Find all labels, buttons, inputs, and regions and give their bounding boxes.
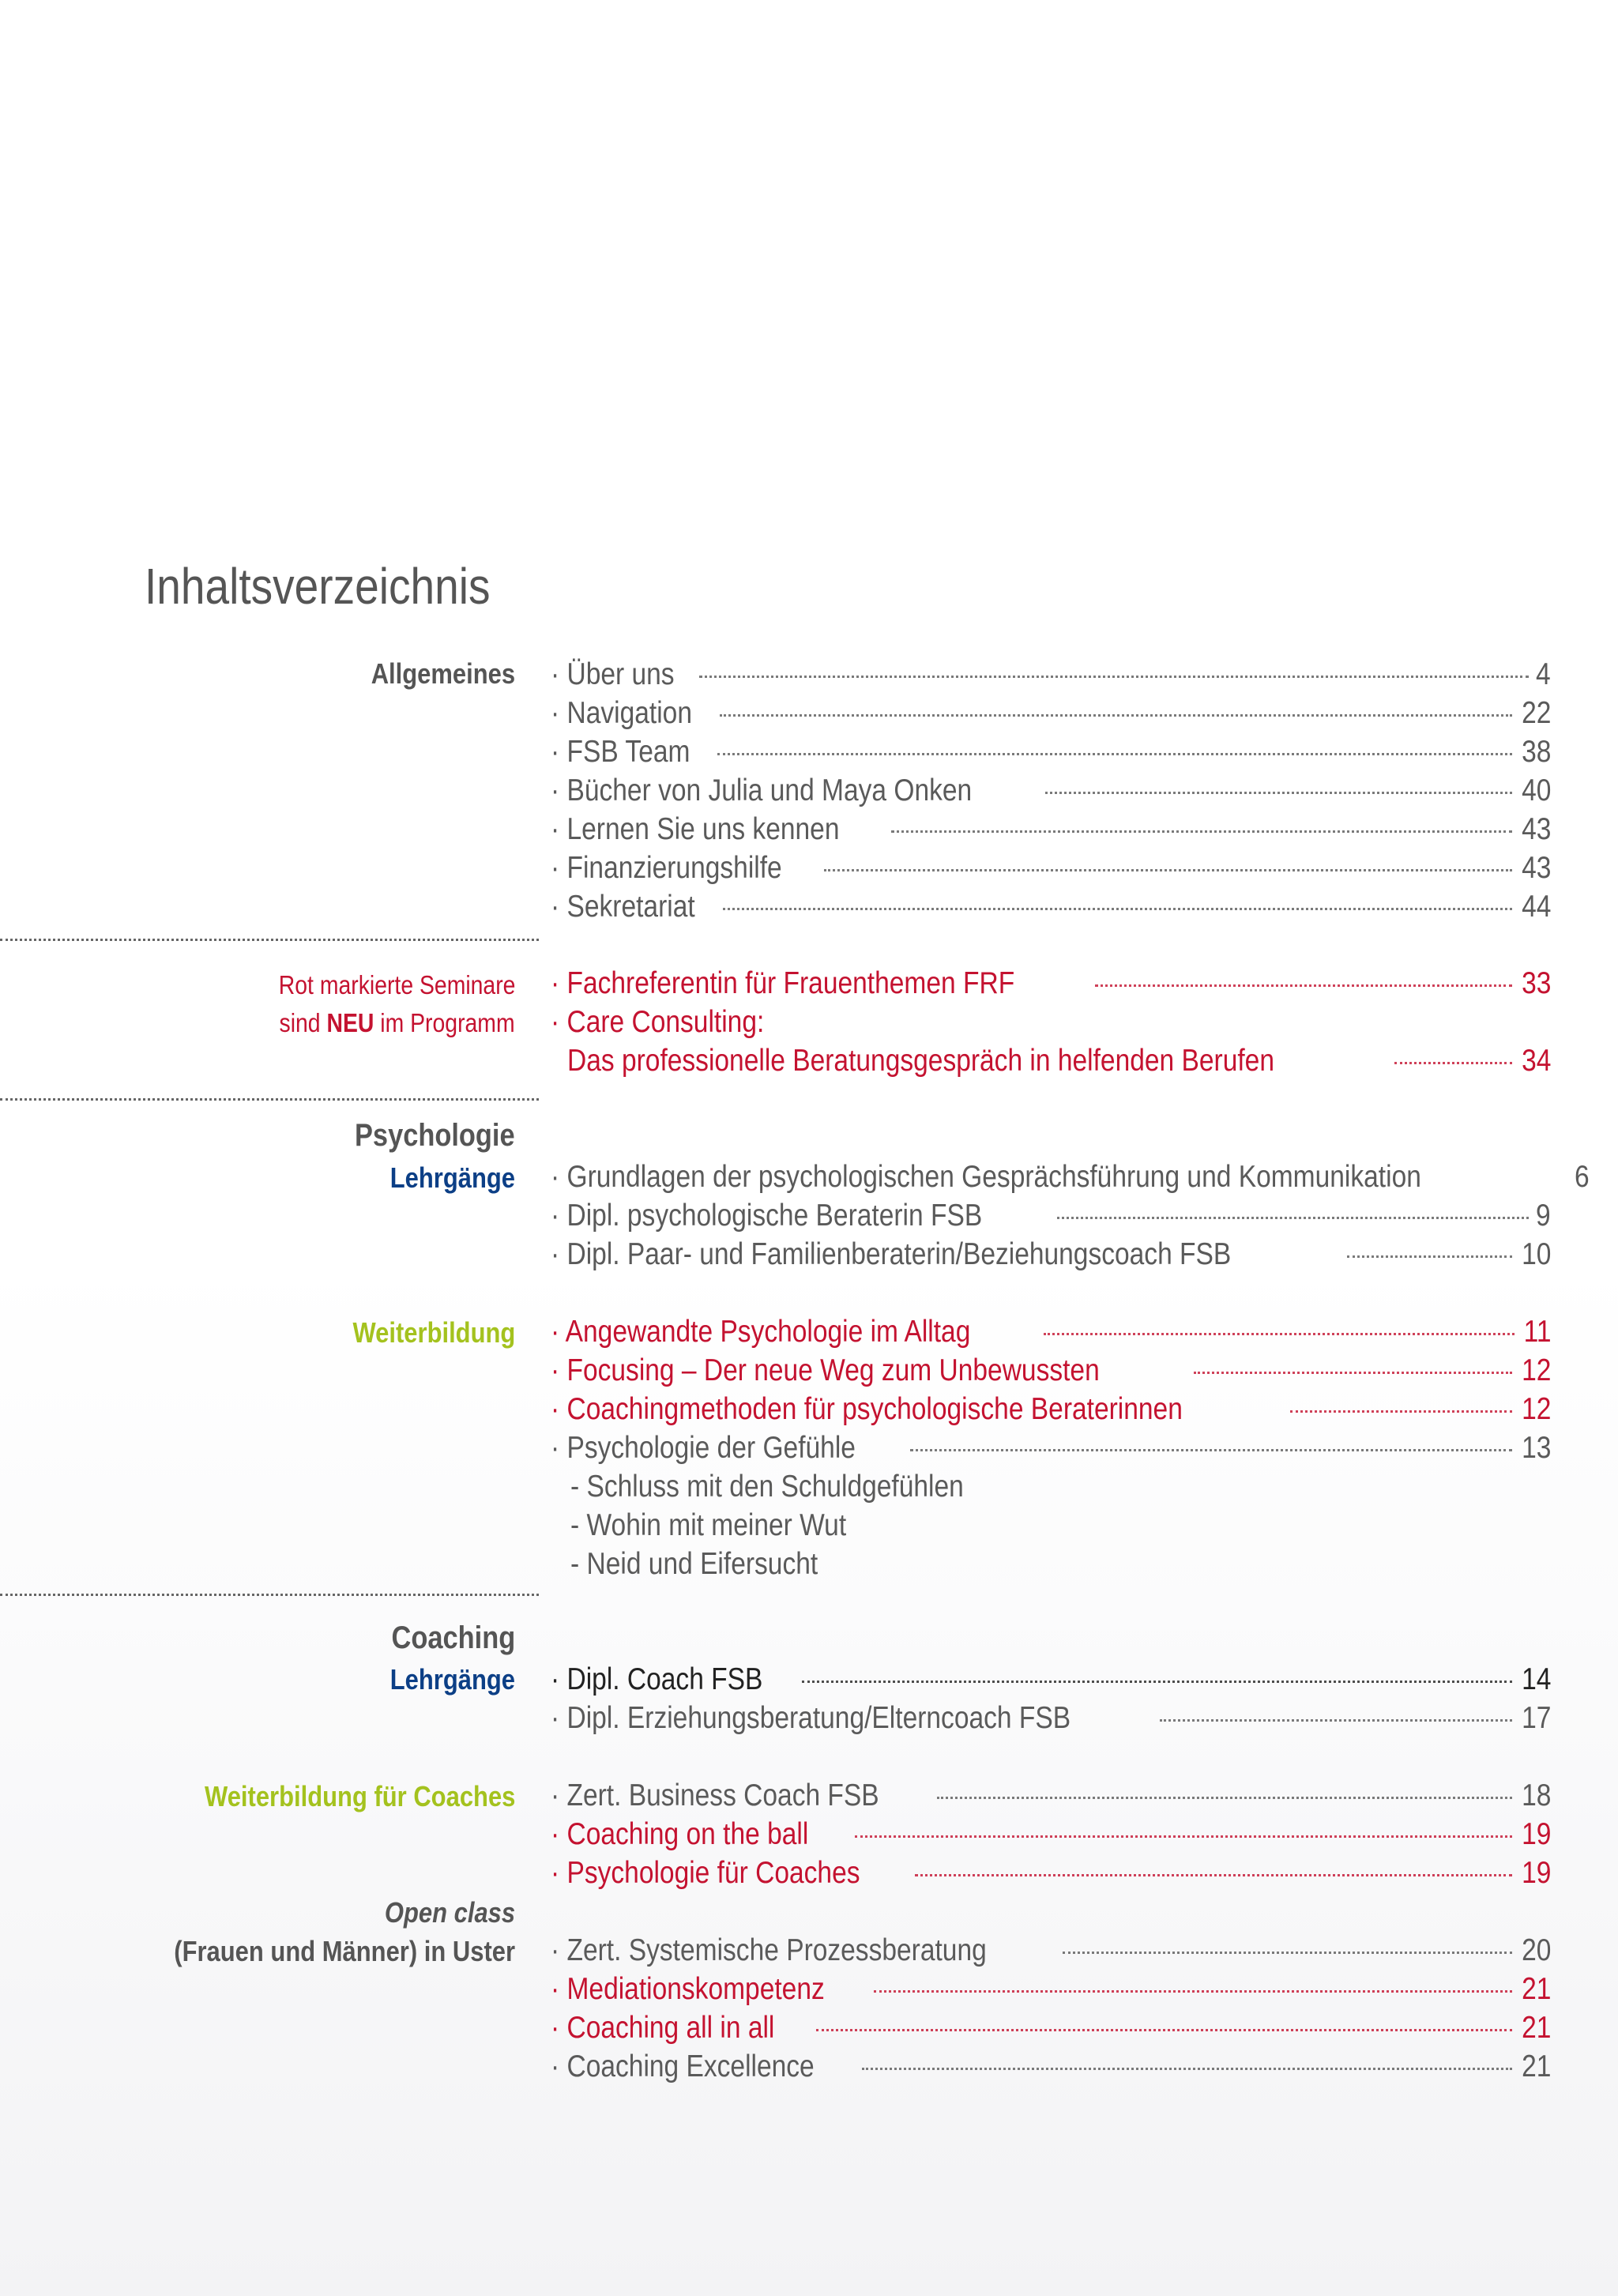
toc-entry-page: 22	[1521, 696, 1551, 730]
toc-entry-title: Das professionelle Beratungsgespräch in helfenden Berufen	[567, 1044, 1274, 1078]
toc-entry-title: · Navigation	[551, 696, 692, 730]
toc-entry[interactable]	[551, 851, 1551, 889]
leader-dots	[720, 714, 1512, 717]
toc-entry-page: 6	[1575, 1160, 1590, 1194]
section-separator	[0, 1098, 539, 1101]
toc-entry-title: · Über uns	[551, 657, 675, 691]
toc-entry-page: 21	[1521, 2011, 1551, 2045]
leader-dots	[891, 830, 1512, 833]
toc-entry-page: 10	[1521, 1237, 1551, 1271]
new-note-bold: NEU	[326, 1008, 374, 1037]
subsection-label-lehrgaenge-psychologie: Lehrgänge	[389, 1161, 515, 1194]
toc-entry-title: · Psychologie für Coaches	[551, 1856, 860, 1890]
leader-dots	[1194, 1372, 1512, 1374]
toc-entry-title: · FSB Team	[551, 735, 690, 769]
new-note-line2	[280, 1008, 515, 1038]
toc-entry[interactable]	[551, 696, 1551, 734]
toc-entry[interactable]	[551, 1972, 1551, 2010]
toc-entry-page: 12	[1521, 1353, 1551, 1387]
toc-subentry[interactable]: - Wohin mit meiner Wut	[570, 1508, 847, 1542]
toc-entry-page: 43	[1521, 812, 1551, 846]
toc-entry-title: · Coachingmethoden für psychologische Beraterinnen	[551, 1392, 1183, 1426]
toc-entry[interactable]	[551, 1199, 1551, 1236]
section-separator	[0, 939, 539, 941]
toc-entry-page: 40	[1521, 773, 1551, 807]
leader-dots	[1160, 1719, 1511, 1722]
section-separator	[0, 1594, 539, 1596]
toc-entry-title: · Dipl. Paar- und Familienberaterin/Beziehungscoach FSB	[551, 1237, 1232, 1271]
toc-entry-title: · Dipl. Coach FSB	[551, 1662, 763, 1696]
toc-entry[interactable]	[551, 890, 1551, 928]
toc-entry-title: · Zert. Systemische Prozessberatung	[551, 1933, 987, 1967]
leader-dots	[1394, 1062, 1512, 1064]
leader-dots	[816, 2029, 1512, 2031]
leader-dots	[1057, 1217, 1529, 1219]
leader-dots	[862, 2068, 1512, 2070]
leader-dots	[699, 676, 1529, 678]
toc-entry[interactable]	[551, 2011, 1551, 2049]
toc-entry-title: · Coaching on the ball	[551, 1817, 809, 1851]
toc-entry-title: · Grundlagen der psychologischen Gesprächsführung und Kommunikation	[551, 1160, 1421, 1194]
toc-entry[interactable]	[551, 1701, 1551, 1739]
toc-entry[interactable]	[551, 1933, 1551, 1971]
toc-entry-page: 17	[1521, 1701, 1551, 1735]
toc-entry-page: 38	[1521, 735, 1551, 769]
toc-entry-title: · Mediationskompetenz	[551, 1972, 825, 2006]
toc-entry[interactable]	[551, 735, 1551, 773]
leader-dots	[1063, 1952, 1512, 1954]
toc-entry-page: 14	[1521, 1662, 1551, 1696]
toc-subentry[interactable]: - Neid und Eifersucht	[570, 1547, 818, 1581]
toc-entry[interactable]	[551, 1817, 1551, 1855]
subsection-label-lehrgaenge-coaching: Lehrgänge	[389, 1663, 515, 1696]
toc-entry-page: 34	[1521, 1044, 1551, 1078]
leader-dots	[802, 1681, 1512, 1683]
toc-entry-title: · Fachreferentin für Frauenthemen FRF	[551, 966, 1015, 1000]
toc-entry-page: 19	[1521, 1856, 1551, 1890]
toc-entry-title: · Focusing – Der neue Weg zum Unbewussten	[551, 1353, 1100, 1387]
toc-entry[interactable]	[551, 1662, 1551, 1700]
toc-entry-title: · Coaching Excellence	[551, 2049, 815, 2083]
section-label-psychologie: Psychologie	[355, 1118, 515, 1153]
toc-entry[interactable]	[551, 1160, 1590, 1198]
toc-entry-title: · Lernen Sie uns kennen	[551, 812, 840, 846]
new-note-suffix: im Programm	[374, 1008, 515, 1037]
toc-entry-page: 33	[1521, 966, 1551, 1000]
subsection-label-frauen-maenner: (Frauen und Männer) in Uster	[174, 1935, 515, 1967]
toc-entry-title: · Dipl. psychologische Beraterin FSB	[551, 1199, 983, 1233]
page-title: Inhaltsverzeichnis	[145, 558, 491, 615]
toc-entry-title: · Zert. Business Coach FSB	[551, 1778, 879, 1812]
leader-dots	[1044, 1333, 1515, 1335]
toc-entry-title: · Dipl. Erziehungsberatung/Elterncoach FSB	[551, 1701, 1071, 1735]
toc-entry[interactable]	[551, 812, 1551, 850]
toc-entry[interactable]	[551, 1856, 1551, 1894]
toc-entry-title: · Finanzierungshilfe	[551, 851, 782, 885]
toc-entry[interactable]	[551, 1392, 1551, 1430]
toc-entry[interactable]	[551, 1237, 1551, 1275]
leader-dots	[1045, 792, 1512, 794]
leader-dots	[723, 908, 1511, 910]
new-note-prefix: sind	[279, 1008, 327, 1037]
toc-entry[interactable]	[551, 1353, 1551, 1391]
toc-entry-title: · Bücher von Julia und Maya Onken	[551, 773, 973, 807]
toc-entry-page: 13	[1521, 1431, 1551, 1465]
toc-entry-page: 20	[1521, 1933, 1551, 1967]
toc-entry[interactable]	[567, 1044, 1551, 1082]
subsection-label-open-class: Open class	[384, 1896, 515, 1929]
section-label-coaching: Coaching	[391, 1620, 515, 1655]
toc-entry-page: 18	[1521, 1778, 1551, 1812]
toc-entry[interactable]	[551, 1778, 1551, 1816]
leader-dots	[910, 1449, 1512, 1451]
leader-dots	[717, 753, 1511, 755]
toc-entry-title: · Angewandte Psychologie im Alltag	[551, 1315, 971, 1349]
toc-entry-page: 11	[1523, 1315, 1551, 1349]
toc-entry[interactable]	[551, 657, 1551, 695]
section-label-allgemeines: Allgemeines	[371, 657, 515, 690]
toc-entry-page: 43	[1521, 851, 1551, 885]
leader-dots	[855, 1835, 1511, 1838]
toc-subentry[interactable]: - Schluss mit den Schuldgefühlen	[570, 1470, 964, 1504]
toc-entry[interactable]	[551, 1431, 1551, 1469]
toc-entry[interactable]	[551, 773, 1551, 811]
leader-dots	[915, 1874, 1511, 1876]
toc-entry[interactable]	[551, 2049, 1551, 2087]
toc-entry-page: 4	[1536, 657, 1551, 691]
toc-entry-page: 21	[1521, 2049, 1551, 2083]
toc-entry-page: 44	[1521, 890, 1551, 924]
toc-entry-title: · Psychologie der Gefühle	[551, 1431, 856, 1465]
leader-dots	[1095, 984, 1512, 987]
toc-entry[interactable]	[551, 1315, 1551, 1353]
toc-entry-heading: · Care Consulting:	[551, 1005, 765, 1039]
toc-entry-title: · Sekretariat	[551, 890, 695, 924]
toc-entry-page: 21	[1521, 1972, 1551, 2006]
leader-dots	[1347, 1255, 1512, 1258]
toc-entry[interactable]	[551, 966, 1551, 1004]
subsection-label-weiterbildung: Weiterbildung	[352, 1316, 515, 1349]
leader-dots	[874, 1990, 1511, 1993]
leader-dots	[824, 869, 1511, 871]
toc-entry-page: 9	[1536, 1199, 1551, 1233]
toc-entry-page: 19	[1521, 1817, 1551, 1851]
leader-dots	[1290, 1410, 1512, 1413]
toc-entry-page: 12	[1521, 1392, 1551, 1426]
leader-dots	[937, 1797, 1511, 1799]
toc-entry-title: · Coaching all in all	[551, 2011, 775, 2045]
new-note-line1: Rot markierte Seminare	[278, 970, 515, 999]
subsection-label-weiterbildung-coaches: Weiterbildung für Coaches	[204, 1780, 515, 1812]
